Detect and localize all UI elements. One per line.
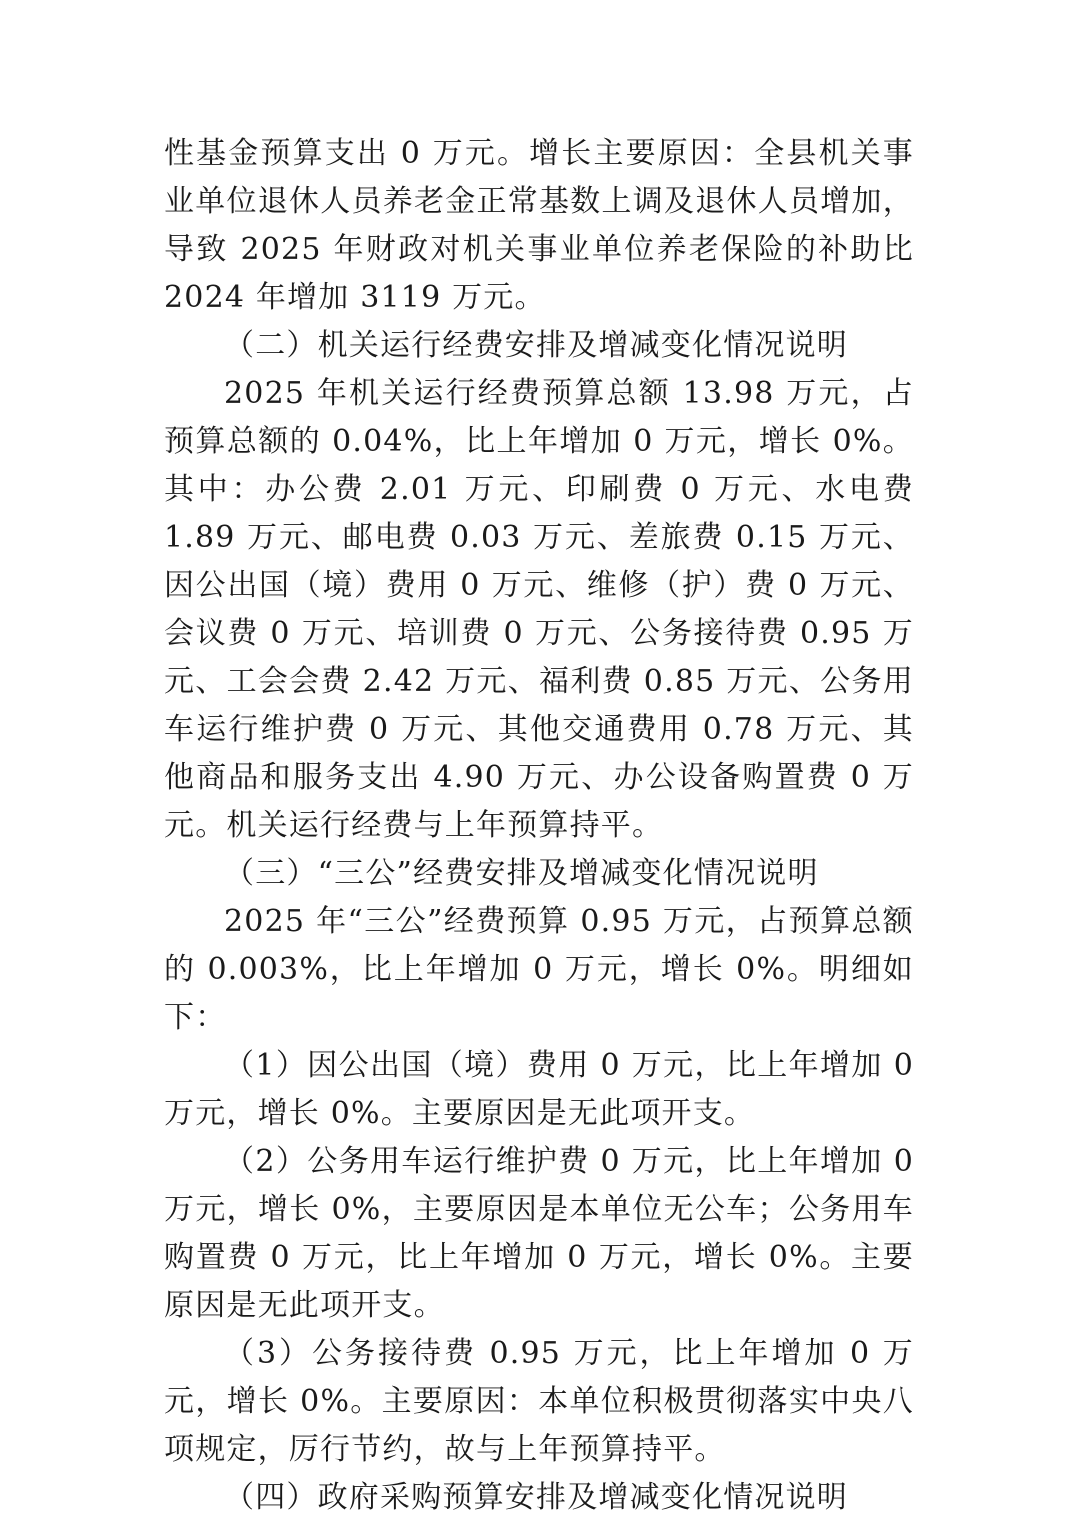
paragraph-operating-funds: 2025 年机关运行经费预算总额 13.98 万元，占预算总额的 0.04%，比上年增加 0 万元，增长 0%。其中：办公费 2.01 万元、印刷费 0 万元、水电费 1.89 万元、邮电费 0.03 万元、差旅费 0.15 万元、因公出国（境）费用 0 万元、维修（护）费 0 万元、会议费 0 万元、培训费 0 万元、公务接待费 0.95 万元、工会会费 2.42 万元、福利费 0.85 万元、公务用车运行维护费 0 万元、其他交通费用 0.78 万元、其他商品和服务支出 4.90 万元、办公设备购置费 0 万元。机关运行经费与上年预算持平。 (164, 376, 914, 843)
section-heading-operating-funds: （二）机关运行经费安排及增减变化情况说明 (224, 328, 848, 363)
paragraph-pension-continuation: 性基金预算支出 0 万元。增长主要原因：全县机关事业单位退休人员养老金正常基数上调及退休人员增加，导致 2025 年财政对机关事业单位养老保险的补助比 2024 年增加 3119 万元。 (164, 136, 914, 315)
section-heading-procurement: （四）政府采购预算安排及增减变化情况说明 (224, 1480, 848, 1515)
paragraph-three-public-summary: 2025 年“三公”经费预算 0.95 万元，占预算总额的 0.003%，比上年增加 0 万元，增长 0%。明细如下： (164, 904, 914, 1035)
section-heading-three-public: （三）“三公”经费安排及增减变化情况说明 (224, 856, 819, 891)
document-body (164, 130, 914, 1522)
paragraph-official-reception: （3）公务接待费 0.95 万元，比上年增加 0 万元，增长 0%。主要原因：本单位积极贯彻落实中央八项规定，厉行节约，故与上年预算持平。 (164, 1336, 914, 1467)
paragraph-overseas-travel: （1）因公出国（境）费用 0 万元，比上年增加 0 万元，增长 0%。主要原因是无此项开支。 (164, 1048, 914, 1131)
paragraph-official-vehicles: （2）公务用车运行维护费 0 万元，比上年增加 0 万元，增长 0%，主要原因是本单位无公车；公务用车购置费 0 万元，比上年增加 0 万元，增长 0%。主要原因是无此项开支。 (164, 1144, 914, 1323)
